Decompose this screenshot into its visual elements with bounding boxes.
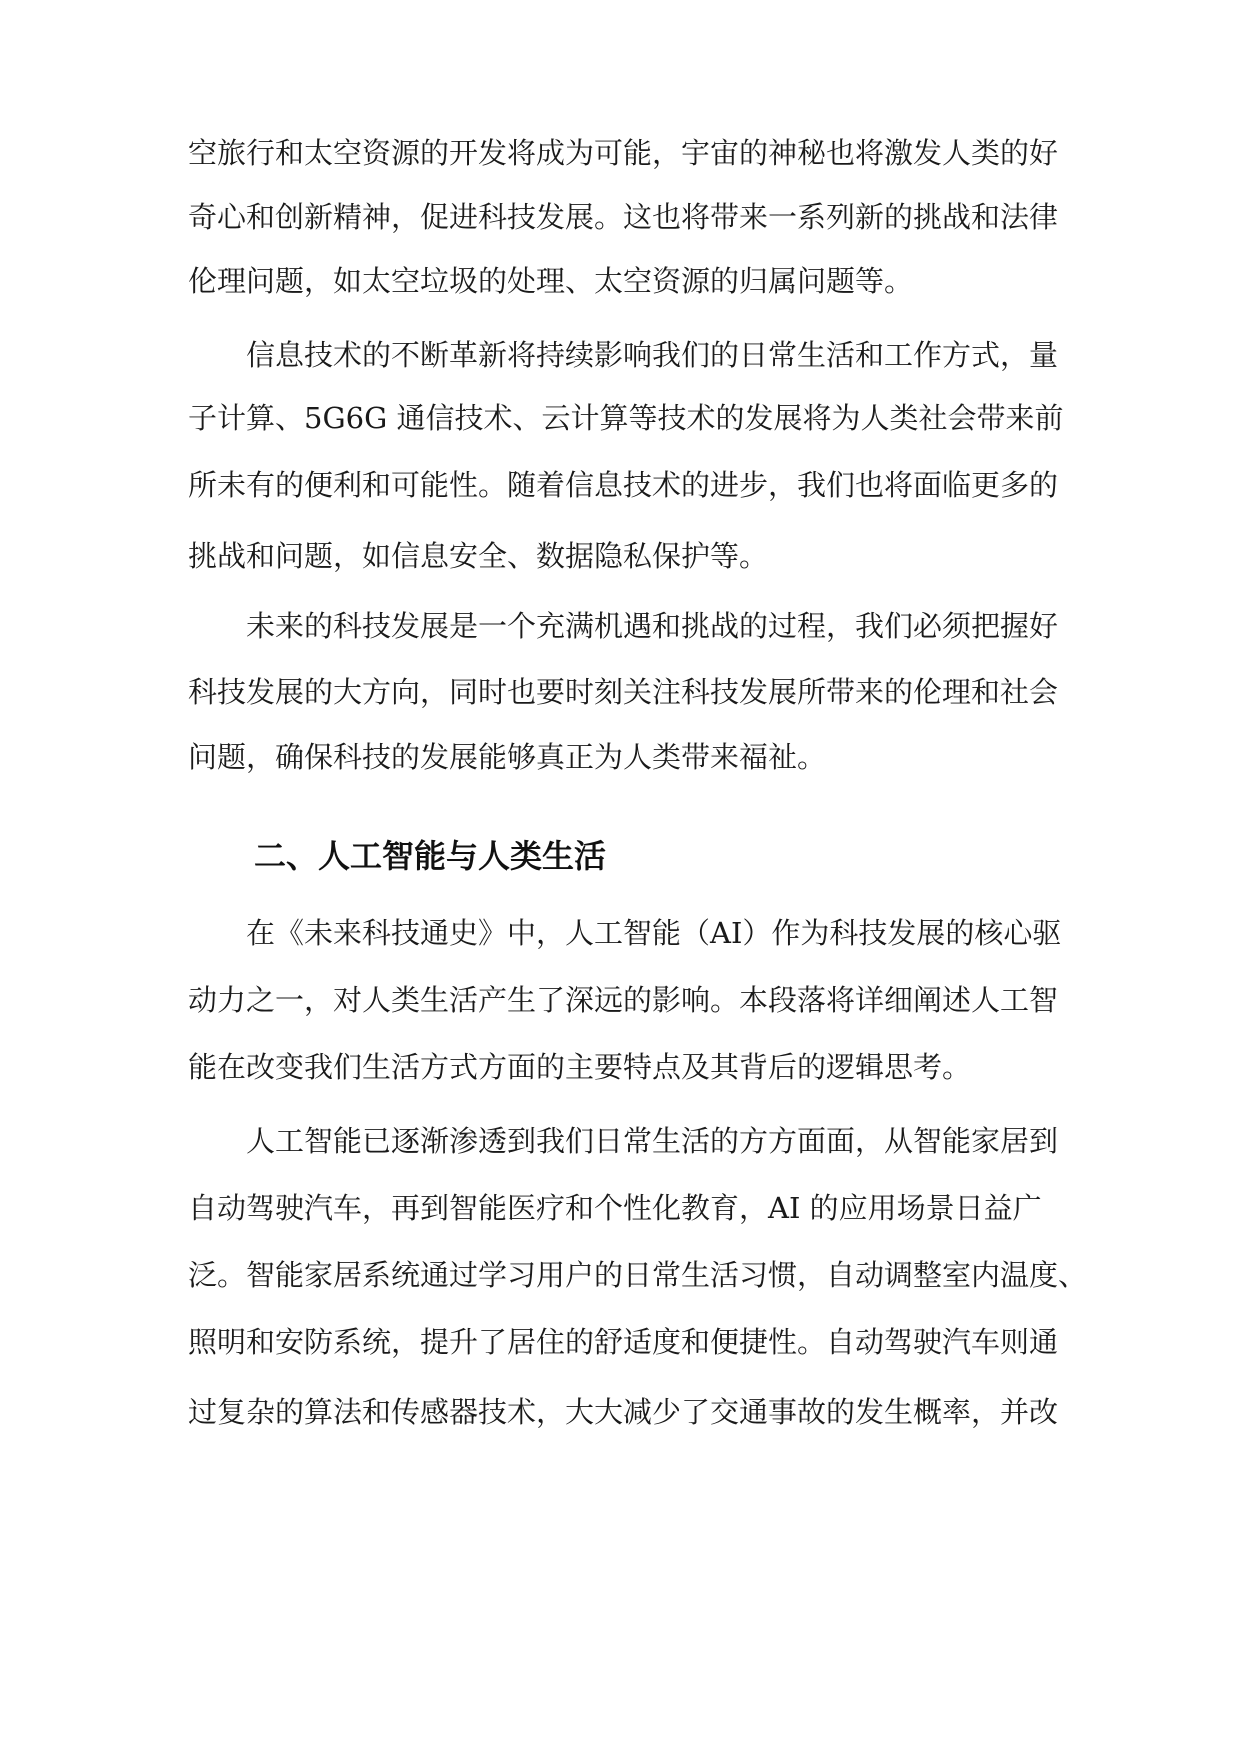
section-paragraph-2-line-4: 照明和安防系统，提升了居住的舒适度和便捷性。自动驾驶汽车则通 [188, 1325, 1059, 1359]
paragraph-1-line-1: 空旅行和太空资源的开发将成为可能，宇宙的神秘也将激发人类的好 [188, 136, 1059, 170]
section-paragraph-2-line-3: 泛。智能家居系统通过学习用户的日常生活习惯，自动调整室内温度、 [188, 1258, 1088, 1292]
paragraph-3-line-3: 问题，确保科技的发展能够真正为人类带来福祉。 [188, 740, 827, 774]
paragraph-2-line-4: 挑战和问题，如信息安全、数据隐私保护等。 [188, 539, 769, 573]
section-paragraph-1-line-2: 动力之一，对人类生活产生了深远的影响。本段落将详细阐述人工智 [188, 983, 1059, 1017]
section-paragraph-2-line-5: 过复杂的算法和传感器技术，大大减少了交通事故的发生概率，并改 [188, 1395, 1059, 1429]
section-paragraph-1-line-1: 在《未来科技通史》中，人工智能（AI）作为科技发展的核心驱 [188, 916, 1062, 950]
paragraph-2-line-3: 所未有的便利和可能性。随着信息技术的进步，我们也将面临更多的 [188, 468, 1059, 502]
paragraph-1-line-3: 伦理问题，如太空垃圾的处理、太空资源的归属问题等。 [188, 264, 914, 298]
section-paragraph-2-line-2: 自动驾驶汽车，再到智能医疗和个性化教育，AI 的应用场景日益广 [188, 1191, 1042, 1225]
section-heading: 二、人工智能与人类生活 [254, 837, 607, 875]
paragraph-2-line-2: 子计算、5G6G 通信技术、云计算等技术的发展将为人类社会带来前 [188, 401, 1064, 435]
section-paragraph-2-line-1: 人工智能已逐渐渗透到我们日常生活的方方面面，从智能家居到 [188, 1124, 1059, 1158]
paragraph-2-line-1: 信息技术的不断革新将持续影响我们的日常生活和工作方式，量 [188, 338, 1059, 372]
paragraph-1-line-2: 奇心和创新精神，促进科技发展。这也将带来一系列新的挑战和法律 [188, 200, 1059, 234]
section-paragraph-1-line-3: 能在改变我们生活方式方面的主要特点及其背后的逻辑思考。 [188, 1050, 972, 1084]
paragraph-3-line-2: 科技发展的大方向，同时也要时刻关注科技发展所带来的伦理和社会 [188, 675, 1059, 709]
paragraph-3-line-1: 未来的科技发展是一个充满机遇和挑战的过程，我们必须把握好 [188, 609, 1059, 643]
